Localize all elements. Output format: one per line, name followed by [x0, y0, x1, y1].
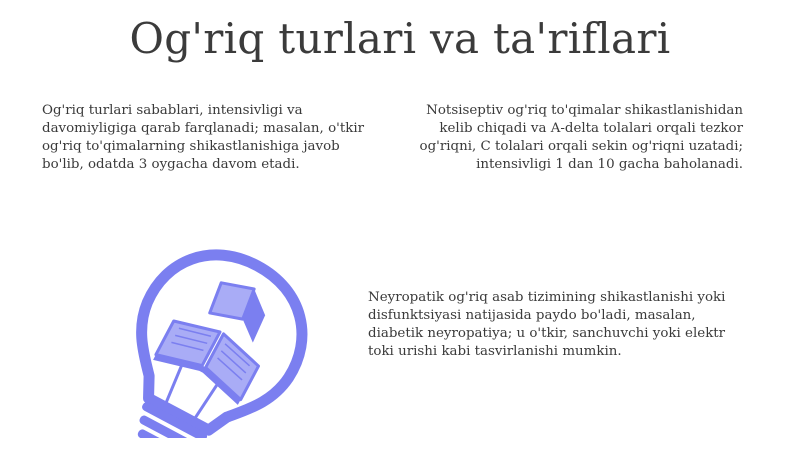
lightbulb-with-book-icon	[98, 248, 310, 438]
paragraph-neuropathic: Neyropatik og'riq asab tizimining shikastlanishi yoki disfunktsiyasi natijasida paydo bo'ladi, masalan, diabetik neyropatiya; u o'tkir, sanchuvchi yoki elektr toki urishi kabi tasvirlanishi mumkin.	[368, 290, 726, 359]
paragraph-pain-types: Og'riq turlari sabablari, intensivligi va davomiyligiga qarab farqlanadi; masalan, o'tkir og'riq to'qimalarning shikastlanishiga javob bo'lib, odatda 3 oygacha davom etadi.	[42, 103, 364, 172]
slide-title: Og'riq turlari va ta'riflari	[129, 14, 671, 63]
paragraph-nociceptive: Notsiseptiv og'riq to'qimalar shikastlanishidan kelib chiqadi va A-delta tolalari orqali tezkor og'riqni, C tolalari orqali sekin og'riqni uzatadi; intensivligi 1 dan 10 gacha baholanadi.	[419, 103, 743, 172]
